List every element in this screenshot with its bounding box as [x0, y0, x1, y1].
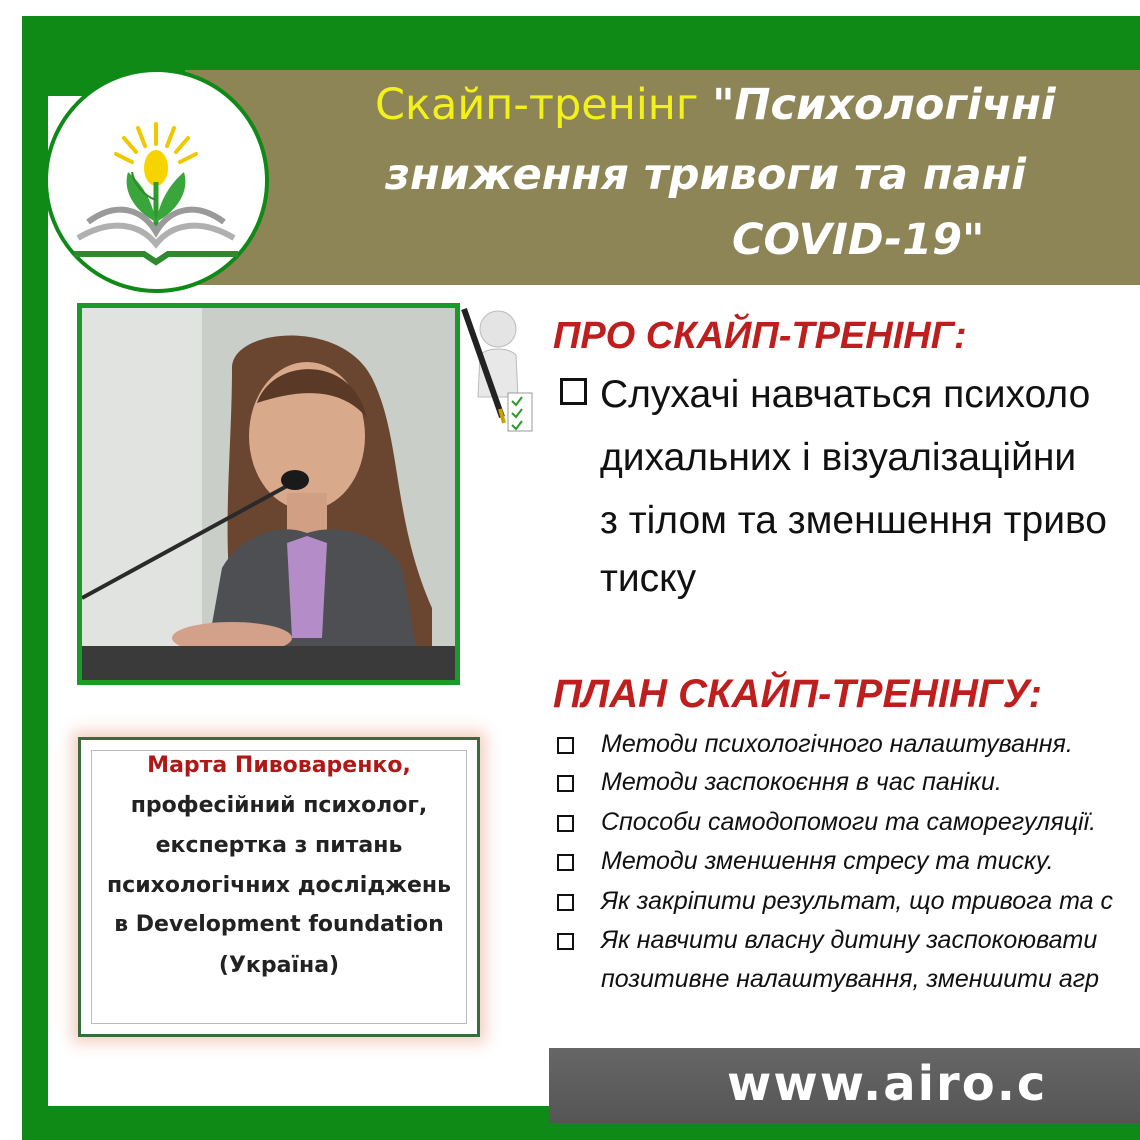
plan-item: Способи самодопомоги та саморегуляції. — [601, 808, 1097, 836]
plan-heading: ПЛАН СКАЙП-ТРЕНІНГУ: — [553, 672, 1043, 716]
speaker-info-line: (Україна) — [218, 953, 340, 978]
logo — [44, 68, 269, 293]
banner-title-italic: "Психологічні — [712, 80, 1056, 130]
website-url[interactable]: www.airo.c — [727, 1056, 1048, 1112]
about-text-line: Слухачі навчаться психоло — [600, 373, 1091, 416]
checkbox-icon — [557, 854, 574, 871]
checkbox-icon — [557, 775, 574, 792]
speaker-info-line: психологічних досліджень — [106, 873, 452, 898]
about-text-line: дихальних і візуалізаційни — [600, 436, 1077, 479]
website-bar — [549, 1048, 1140, 1123]
plan-item: Як навчити власну дитину заспокоювати — [601, 926, 1098, 954]
banner-title-line-3: COVID-19" — [732, 215, 985, 265]
checkbox-icon — [557, 894, 574, 911]
checkbox-icon — [557, 933, 574, 950]
speaker-info-line: в Development foundation — [114, 912, 444, 937]
checkbox-icon — [557, 737, 574, 754]
banner-title-line-1 — [375, 80, 1056, 130]
speaker-photo — [77, 303, 460, 685]
speaker-info-line: експертка з питань — [155, 833, 403, 858]
plan-item: Методи зменшення стресу та тиску. — [601, 847, 1054, 875]
plan-item: Методи заспокоєння в час паніки. — [601, 768, 1002, 796]
checkbox-icon — [560, 378, 587, 405]
about-heading: ПРО СКАЙП-ТРЕНІНГ: — [553, 315, 967, 357]
title-banner — [185, 70, 1140, 285]
banner-title-line-2: зниження тривоги та пані — [385, 150, 1027, 200]
about-text-line: тиску — [600, 557, 697, 600]
speaker-name: Марта Пивоваренко, — [147, 753, 411, 778]
plan-item: Методи психологічного налаштування. — [601, 730, 1073, 758]
plan-item: Як закріпити результат, що тривога та с — [601, 887, 1113, 915]
plan-item-continued: позитивне налаштування, зменшити агр — [601, 965, 1099, 993]
about-text-line: з тілом та зменшення триво — [600, 499, 1107, 542]
figure-with-pen-icon — [458, 305, 536, 440]
speaker-card — [78, 737, 480, 1037]
speaker-portrait-image — [82, 308, 455, 680]
checkbox-icon — [557, 815, 574, 832]
speaker-info-line: професійний психолог, — [130, 793, 428, 818]
speaker-card-inner — [91, 750, 467, 1024]
book-sprout-logo-icon — [48, 72, 265, 289]
banner-title-plain: Скайп-тренінг — [375, 80, 713, 130]
